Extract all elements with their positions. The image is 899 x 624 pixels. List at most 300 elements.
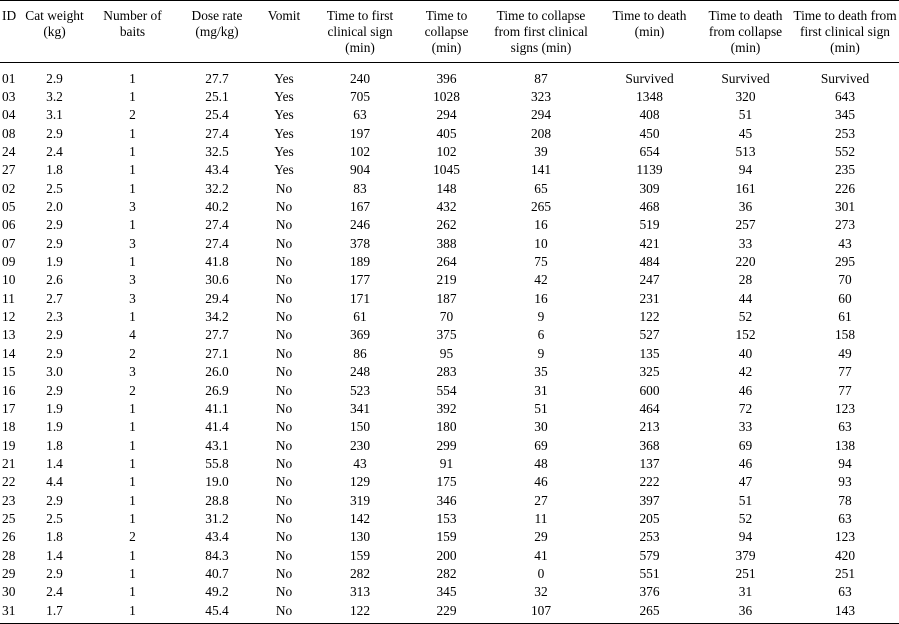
table-cell: No [275,382,293,398]
table-cell: 420 [834,547,856,563]
table-cell: 65 [534,180,548,196]
table-cell: 94 [738,529,753,545]
table-cell: 41.4 [205,419,229,435]
table-cell: 468 [639,199,660,215]
table-cell: 42 [738,364,753,380]
table-cell: 137 [639,455,660,471]
table-row [0,418,899,436]
table-cell: 579 [639,547,660,563]
table-cell: 153 [436,510,457,526]
table-cell: 69 [534,437,548,453]
table-cell: 16 [534,217,548,233]
table-cell: 135 [639,345,660,361]
table-row [0,601,899,624]
table-cell: No [275,327,293,343]
column-header-line: signs (min) [510,40,572,55]
table-cell: 83 [353,180,367,196]
table-cell: 513 [735,144,756,160]
table-cell: 17 [2,400,16,416]
table-cell: 213 [639,419,660,435]
table-cell: 91 [439,455,454,471]
table-row [0,363,899,381]
table-cell: 122 [639,309,660,325]
column-header-line: (kg) [43,24,66,39]
table-cell: 102 [436,144,457,160]
table-cell: 3 [129,290,136,306]
table-cell: 345 [834,107,856,123]
table-cell: 295 [834,254,856,270]
table-cell: 3.0 [46,364,63,380]
table-cell: 138 [834,437,856,453]
table-cell: 253 [834,125,856,141]
table-cell: 1.9 [46,419,63,435]
table-cell: 3.2 [46,89,63,105]
column-header [89,1,176,63]
table-cell: 26.9 [205,382,229,398]
table-header [0,1,899,63]
table-cell: 1.8 [46,162,63,178]
column-header [20,1,89,63]
table-cell: 130 [349,529,371,545]
table-cell: 49 [838,345,852,361]
table-cell: 02 [2,180,16,196]
table-cell: 1 [129,162,136,178]
table-cell: No [275,510,293,526]
table-row [0,197,899,215]
table-row [0,509,899,527]
table-cell: 519 [639,217,660,233]
table-row [0,106,899,124]
table-cell: 1 [129,254,136,270]
table-cell: No [275,180,293,196]
table-cell: 1 [129,565,136,581]
table-cell: 1.8 [46,437,63,453]
column-header-line: baits [119,24,146,39]
table-body [0,63,899,624]
table-cell: 643 [834,89,856,105]
table-row [0,142,899,160]
table-cell: 309 [639,180,660,196]
table-cell: 41.1 [205,400,229,416]
table-cell: 31.2 [205,510,229,526]
table-row [0,216,899,234]
table-cell: 22 [2,474,16,490]
table-cell: 01 [2,70,16,86]
table-cell: 1.9 [46,254,63,270]
table-cell: 48 [534,455,548,471]
table-cell: 379 [735,547,756,563]
table-cell: 47 [738,474,753,490]
table-cell: 27.7 [205,70,229,86]
table-cell: 19.0 [205,474,229,490]
table-row [0,381,899,399]
table-cell: 33 [738,235,753,251]
table-cell: 06 [2,217,16,233]
table-cell: 28.8 [205,492,229,508]
table-cell: 43.4 [205,162,229,178]
table-cell: 1 [129,309,136,325]
table-cell: 4.4 [46,474,63,490]
table-cell: 1 [129,474,136,490]
table-cell: 421 [639,235,660,251]
table-cell: 2 [129,107,136,123]
column-header-line: (mg/kg) [195,24,239,39]
table-cell: No [275,565,293,581]
table-cell: No [275,492,293,508]
table-cell: 240 [349,70,371,86]
table-cell: 388 [436,235,457,251]
table-cell: 46 [534,474,548,490]
table-cell: No [275,455,293,471]
table-cell: No [275,602,293,618]
table-cell: 1 [129,217,136,233]
table-cell: 346 [436,492,457,508]
table-cell: 24 [2,144,16,160]
column-header-line: ID [2,8,17,23]
table-cell: 05 [2,199,16,215]
table-cell: 142 [349,510,371,526]
table-cell: 376 [639,584,660,600]
table-cell: Survived [625,70,674,86]
table-cell: 148 [436,180,457,196]
table-cell: 229 [436,602,457,618]
table-cell: No [275,199,293,215]
table-cell: 31 [738,584,753,600]
table-cell: 1 [129,602,136,618]
table-cell: 75 [534,254,548,270]
table-cell: 408 [639,107,660,123]
table-cell: 527 [639,327,660,343]
column-header-line: from first clinical [494,24,588,39]
table-cell: 43 [353,455,367,471]
table-cell: 3 [129,364,136,380]
table-cell: 51 [738,492,753,508]
table-cell: 325 [639,364,660,380]
table-cell: 3.1 [46,107,63,123]
table-cell: 43.4 [205,529,229,545]
table-row [0,87,899,105]
table-row [0,546,899,564]
column-header-line: (min) [345,40,375,55]
table-cell: 235 [834,162,856,178]
table-row [0,307,899,325]
table-cell: 25.4 [205,107,229,123]
table-cell: 200 [436,547,457,563]
table-row [0,436,899,454]
table-cell: 129 [349,474,371,490]
table-cell: 27.4 [205,125,229,141]
table-row [0,528,899,546]
table-cell: 2.3 [46,309,63,325]
table-cell: 282 [436,565,457,581]
table-cell: 262 [436,217,457,233]
table-cell: 3 [129,235,136,251]
table-row [0,271,899,289]
table-cell: 19 [2,437,16,453]
table-cell: 158 [834,327,856,343]
table-cell: 654 [639,144,660,160]
table-cell: 1 [129,437,136,453]
table-row [0,473,899,491]
table-cell: 30 [534,419,548,435]
table-cell: 95 [439,345,454,361]
table-cell: 27.4 [205,235,229,251]
column-header-line: (min) [431,40,462,55]
table-cell: 123 [834,400,856,416]
table-cell: 368 [639,437,660,453]
table-row [0,564,899,582]
table-cell: 1 [129,510,136,526]
column-header-line: Time to first [326,8,394,23]
table-row [0,326,899,344]
table-cell: 36 [738,199,753,215]
table-row [0,124,899,142]
column-header [258,1,310,63]
table-cell: No [275,364,293,380]
table-cell: 0 [537,565,545,581]
table-cell: 2.9 [46,492,63,508]
table-cell: 2.4 [46,144,63,160]
column-header-line: Time to collapse [496,8,586,23]
table-cell: 265 [530,199,552,215]
table-cell: 219 [436,272,457,288]
table-cell: 159 [436,529,457,545]
table-cell: 375 [436,327,457,343]
table-cell: 1 [129,144,136,160]
table-cell: 52 [738,309,753,325]
table-cell: 282 [349,565,371,581]
column-header [483,1,599,63]
table-cell: 36 [738,602,753,618]
table-cell: 464 [639,400,660,416]
table-cell: 27.1 [205,345,229,361]
table-cell: 25 [2,510,16,526]
table-cell: 55.8 [205,455,229,471]
table-cell: 4 [129,327,136,343]
table-cell: 16 [2,382,16,398]
column-header-line: collapse [424,24,469,39]
column-header-line: (min) [830,40,860,55]
table-cell: 26 [2,529,16,545]
table-cell: 523 [349,382,371,398]
table-cell: 14 [2,345,16,361]
table-cell: 40.7 [205,565,229,581]
table-cell: No [275,529,293,545]
column-header-line: Time to death from [793,8,897,23]
table-cell: 27.4 [205,217,229,233]
table-cell: 94 [838,455,852,471]
table-cell: 07 [2,235,16,251]
table-cell: 04 [2,107,16,123]
table-cell: 143 [834,602,856,618]
table-row [0,289,899,307]
table-cell: 40 [738,345,753,361]
table-cell: 152 [735,327,756,343]
table-cell: 2.9 [46,70,63,86]
table-cell: 294 [530,107,552,123]
table-cell: 84.3 [205,547,229,563]
table-cell: 345 [436,584,457,600]
table-cell: 35 [534,364,548,380]
table-cell: No [275,290,293,306]
table-cell: 1045 [433,162,460,178]
table-row [0,161,899,179]
table-cell: No [275,217,293,233]
table-row [0,583,899,601]
table-cell: 552 [834,144,856,160]
table-cell: 87 [534,70,548,86]
table-cell: 2.9 [46,217,63,233]
table-row [0,491,899,509]
table-row [0,252,899,270]
column-header [791,1,899,63]
table-cell: 42 [534,272,548,288]
table-cell: 32.5 [205,144,229,160]
table-cell: 1 [129,125,136,141]
column-header-line: Time to [425,8,468,23]
table-cell: 1.4 [46,547,63,563]
column-header-line: Time to death [612,8,687,23]
table-cell: 51 [534,400,548,416]
table-cell: 08 [2,125,16,141]
table-cell: 159 [349,547,371,563]
table-cell: 27 [2,162,16,178]
table-cell: 46 [738,455,753,471]
table-cell: 301 [834,199,856,215]
table-cell: 2.9 [46,327,63,343]
table-cell: 1.7 [46,602,63,618]
table-cell: 705 [349,89,371,105]
table-cell: 29.4 [205,290,229,306]
table-cell: 2.9 [46,235,63,251]
column-header-line: (min) [634,24,665,39]
table-cell: 6 [537,327,545,343]
table-cell: 1348 [636,89,663,105]
table-cell: 63 [838,419,852,435]
table-cell: 187 [436,290,457,306]
table-cell: 31 [534,382,548,398]
table-cell: 43 [838,235,852,251]
table-cell: 220 [735,254,756,270]
table-cell: 600 [639,382,660,398]
table-cell: 16 [534,290,548,306]
table-cell: 09 [2,254,16,270]
table-cell: 72 [738,400,753,416]
table-cell: 197 [349,125,371,141]
table-cell: 94 [738,162,753,178]
table-cell: 28 [2,547,16,563]
table-cell: 253 [639,529,660,545]
table-cell: 46 [738,382,753,398]
table-cell: 34.2 [205,309,229,325]
table-cell: 2.5 [46,180,63,196]
table-cell: 1.4 [46,455,63,471]
table-cell: 63 [838,584,852,600]
table-cell: 2.0 [46,199,63,215]
table-cell: 171 [349,290,371,306]
table-cell: 123 [834,529,856,545]
table-cell: 39 [534,144,548,160]
table-cell: 205 [639,510,660,526]
column-header-line: Time to death [708,8,783,23]
table-cell: No [275,419,293,435]
table-cell: 150 [349,419,371,435]
table-cell: 70 [439,309,454,325]
table-cell: 378 [349,235,371,251]
table-cell: 1139 [636,162,663,178]
table-cell: 396 [436,70,457,86]
table-cell: No [275,584,293,600]
table-cell: 1 [129,547,136,563]
table-cell: 40.2 [205,199,229,215]
table-row [0,179,899,197]
table-cell: 180 [436,419,457,435]
table-cell: 2.9 [46,565,63,581]
table-cell: 77 [838,382,852,398]
table-cell: 175 [436,474,457,490]
table-cell: 51 [738,107,753,123]
table-cell: 21 [2,455,16,471]
table-cell: 30 [2,584,16,600]
table-cell: 246 [349,217,371,233]
table-cell: 283 [436,364,457,380]
table-cell: 15 [2,364,16,380]
table-cell: 264 [436,254,457,270]
table-cell: 551 [639,565,660,581]
table-cell: 405 [436,125,457,141]
table-cell: 1.9 [46,400,63,416]
table-cell: 230 [349,437,371,453]
header-row [0,1,899,63]
table-cell: 904 [349,162,371,178]
column-header-line: from collapse [708,24,783,39]
table-cell: 265 [639,602,660,618]
table-cell: 222 [639,474,660,490]
table-cell: 30.6 [205,272,229,288]
table-cell: No [275,345,293,361]
column-header-line: (min) [730,40,761,55]
table-cell: 86 [353,345,367,361]
table-cell: 257 [735,217,756,233]
table-cell: 2 [129,529,136,545]
column-header-line: Number of [103,8,162,23]
table-cell: 12 [2,309,16,325]
table-cell: 32 [534,584,548,600]
table-cell: 1 [129,455,136,471]
table-cell: 27.7 [205,327,229,343]
table-cell: 226 [834,180,856,196]
table-cell: 61 [353,309,367,325]
table-cell: Yes [274,70,294,86]
table-cell: 2.9 [46,345,63,361]
table-cell: 161 [735,180,756,196]
table-cell: 63 [353,107,367,123]
table-cell: 2 [129,345,136,361]
table-cell: 03 [2,89,16,105]
table-cell: 23 [2,492,16,508]
table-cell: 450 [639,125,660,141]
table-cell: 177 [349,272,371,288]
table-cell: 2.4 [46,584,63,600]
column-header-line: clinical sign [327,24,393,39]
table-cell: 1.8 [46,529,63,545]
table-row [0,344,899,362]
column-header-line: Dose rate [191,8,243,23]
table-cell: 43.1 [205,437,229,453]
table-cell: Yes [274,89,294,105]
table-cell: 1 [129,419,136,435]
table-cell: Survived [820,70,870,86]
